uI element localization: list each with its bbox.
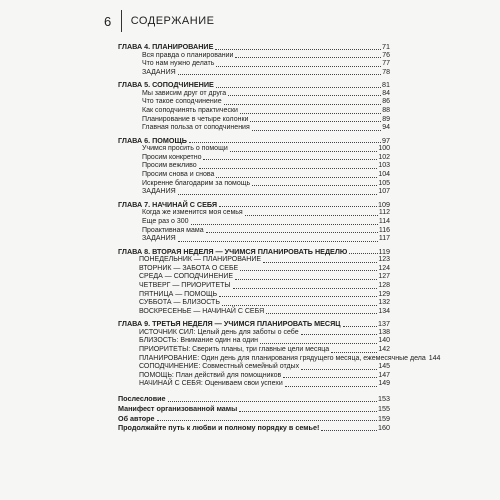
toc-entry[interactable]: [118, 116, 390, 125]
toc-entry[interactable]: [118, 90, 390, 99]
back-matter-entry-page: 153: [378, 394, 390, 403]
dot-leader: [343, 325, 377, 327]
toc-entry[interactable]: [118, 60, 390, 69]
toc-entry[interactable]: [118, 291, 390, 300]
toc-entry[interactable]: [118, 265, 390, 274]
chapter-heading-page: 71: [382, 42, 390, 51]
toc-entry-page: 145: [378, 363, 390, 371]
toc-entry[interactable]: [118, 273, 390, 282]
toc-entry-page: 149: [378, 380, 390, 388]
dot-leader: [191, 223, 378, 225]
chapter-heading-text: ГЛАВА 9. ТРЕТЬЯ НЕДЕЛЯ — УЧИМСЯ ПЛАНИРОВАТЬ МЕСЯЦ: [118, 319, 341, 329]
dot-leader: [228, 94, 381, 96]
toc-entry-text: ИСТОЧНИК СИЛ: Целый день для заботы о себе: [139, 328, 299, 336]
toc-entry[interactable]: [118, 282, 390, 291]
chapter-heading-page: 119: [378, 246, 390, 256]
chapter-heading-page: 109: [378, 199, 390, 209]
toc-entry-page: 123: [378, 256, 390, 264]
toc-entry-page: 116: [378, 226, 390, 234]
dot-leader: [321, 429, 377, 431]
table-of-contents: [118, 42, 441, 433]
dot-leader: [178, 73, 382, 75]
dot-leader: [301, 368, 377, 370]
page-number: 6: [104, 13, 112, 29]
toc-entry-text: ЗАДАНИЯ: [142, 235, 176, 243]
toc-entry[interactable]: [118, 180, 390, 189]
page-title: СОДЕРЖАНИЕ: [130, 15, 215, 27]
page-header: [104, 10, 214, 32]
toc-entry-text: Как соподчинять практически: [142, 106, 238, 114]
dot-leader: [203, 158, 377, 160]
dot-leader: [224, 103, 382, 105]
dot-leader: [216, 176, 377, 178]
dot-leader: [239, 410, 377, 412]
dot-leader: [240, 112, 381, 114]
dot-leader: [219, 205, 377, 207]
toc-entry-text: Планирование в четыре колонки: [142, 115, 249, 123]
dot-leader: [199, 167, 378, 169]
toc-entry-page: 86: [382, 98, 390, 106]
back-matter-entry-page: 155: [378, 403, 390, 413]
toc-entry[interactable]: [118, 235, 390, 244]
toc-entry-text: ВОСКРЕСЕНЬЕ — НАЧИНАЙ С СЕБЯ: [139, 307, 265, 315]
toc-entry[interactable]: [118, 145, 390, 154]
toc-entry-text: СУББОТА — БЛИЗОСТЬ: [139, 299, 220, 307]
dot-leader: [230, 150, 378, 152]
toc-entry[interactable]: [118, 354, 441, 364]
toc-entry-page: 78: [382, 68, 390, 76]
toc-entry-page: 132: [378, 299, 390, 307]
toc-entry-page: 117: [378, 235, 390, 243]
chapter-heading-text: ГЛАВА 6. ПОМОЩЬ: [118, 135, 187, 145]
toc-entry-text: СОПОДЧИНЕНИЕ: Совместный семейный отдых: [139, 363, 300, 371]
toc-entry-page: 84: [382, 89, 390, 97]
back-matter-entry-text: Манифест организованной мамы: [118, 403, 238, 413]
dot-leader: [206, 231, 378, 233]
toc-entry[interactable]: [118, 69, 390, 78]
toc-entry-text: Просим снова и снова: [142, 171, 215, 179]
back-matter-entry-text: Об авторе: [118, 413, 155, 423]
toc-entry[interactable]: [118, 363, 390, 372]
toc-entry-page: 147: [378, 371, 390, 379]
dot-leader: [285, 385, 378, 387]
toc-entry-page: 77: [382, 60, 390, 68]
toc-entry-page: 127: [378, 273, 390, 281]
toc-entry-text: Проактивная мама: [142, 226, 204, 234]
dot-leader: [331, 351, 377, 353]
toc-entry[interactable]: [118, 299, 390, 308]
dot-leader: [189, 141, 381, 143]
chapter-heading-page: 137: [378, 319, 390, 329]
back-matter-entry-page: 159: [378, 413, 390, 423]
toc-entry[interactable]: [118, 227, 390, 236]
toc-entry[interactable]: [118, 98, 390, 107]
toc-entry-text: Главная польза от соподчинения: [142, 124, 250, 132]
toc-entry-text: ВТОРНИК — ЗАБОТА О СЕБЕ: [139, 264, 239, 272]
dot-leader: [283, 376, 377, 378]
dot-leader: [219, 295, 377, 297]
toc-entry[interactable]: [118, 52, 390, 61]
toc-entry-page: 100: [378, 145, 390, 153]
toc-entry-text: ЧЕТВЕРГ — ПРИОРИТЕТЫ: [139, 281, 231, 289]
toc-entry-page: 140: [378, 337, 390, 345]
dot-leader: [263, 261, 377, 263]
dot-leader: [216, 65, 381, 67]
dot-leader: [260, 342, 377, 344]
toc-entry-text: Учимся просить о помощи: [142, 145, 228, 153]
toc-entry-page: 105: [378, 179, 390, 187]
dot-leader: [235, 56, 381, 58]
chapter-heading-text: ГЛАВА 8. ВТОРАЯ НЕДЕЛЯ — УЧИМСЯ ПЛАНИРОВАТЬ НЕДЕЛЮ: [118, 246, 348, 256]
back-matter-entry[interactable]: [118, 404, 390, 414]
dot-leader: [216, 86, 381, 88]
toc-entry-page: 124: [378, 264, 390, 272]
toc-entry-page: 88: [382, 106, 390, 114]
toc-entry[interactable]: [118, 188, 390, 197]
toc-entry-page: 102: [378, 153, 390, 161]
toc-entry-page: 128: [378, 281, 390, 289]
toc-entry[interactable]: [118, 154, 390, 163]
toc-entry-text: Просим вежливо: [142, 162, 197, 170]
toc-entry-page: 89: [382, 115, 390, 123]
toc-entry-text: ПОНЕДЕЛЬНИК — ПЛАНИРОВАНИЕ: [139, 256, 262, 264]
toc-entry[interactable]: [118, 380, 390, 389]
back-matter-entry-page: 160: [378, 423, 390, 433]
toc-entry-text: ЗАДАНИЯ: [142, 188, 176, 196]
dot-leader: [178, 193, 378, 195]
toc-entry-text: НАЧИНАЙ С СЕБЯ: Оцениваем свои успехи: [139, 380, 283, 388]
toc-entry-text: Мы зависим друг от друга: [142, 89, 227, 97]
toc-entry-page: 94: [382, 124, 390, 132]
toc-entry-page: 134: [378, 307, 390, 315]
toc-entry-page: 144: [428, 354, 441, 362]
toc-entry-text: Просим конкретно: [142, 153, 202, 161]
toc-entry[interactable]: [118, 329, 390, 338]
chapter-heading[interactable]: [118, 137, 390, 146]
dot-leader: [157, 419, 377, 421]
dot-leader: [252, 129, 381, 131]
toc-entry-page: 103: [378, 162, 390, 170]
chapter-heading[interactable]: [118, 320, 390, 329]
back-matter-entry[interactable]: [118, 423, 390, 433]
toc-entry-text: ПОМОЩЬ: План действий для помощников: [139, 371, 282, 379]
chapter-heading-page: 81: [382, 80, 390, 90]
toc-entry[interactable]: [118, 171, 390, 180]
toc-entry-text: СРЕДА — СОПОДЧИНЕНИЕ: [139, 273, 234, 281]
dot-leader: [245, 214, 378, 216]
dot-leader: [235, 278, 377, 280]
dot-leader: [301, 333, 378, 335]
toc-entry-page: 107: [378, 188, 390, 196]
back-matter-entry-text: Продолжайте путь к любви и полному порядку в семье!: [118, 423, 320, 433]
toc-entry[interactable]: [118, 209, 390, 218]
back-matter-entry-text: Послесловие: [118, 394, 166, 403]
toc-entry-text: ЗАДАНИЯ: [142, 68, 176, 76]
header-divider: [121, 10, 122, 32]
chapter-heading[interactable]: [118, 248, 390, 257]
dot-leader: [250, 120, 381, 122]
toc-entry-text: БЛИЗОСТЬ: Внимание один на один: [139, 337, 259, 345]
dot-leader: [252, 184, 377, 186]
toc-entry[interactable]: [118, 308, 390, 317]
toc-entry-text: Еще раз о 300: [142, 217, 189, 225]
dot-leader: [349, 252, 377, 254]
back-matter-entry[interactable]: [118, 394, 390, 404]
toc-entry-text: ПЛАНИРОВАНИЕ: Один день для планирования грядущего месяца, ежемесячные дела: [139, 354, 426, 362]
chapter-heading-text: ГЛАВА 7. НАЧИНАЙ С СЕБЯ: [118, 199, 218, 209]
toc-entry[interactable]: [118, 337, 390, 346]
toc-entry[interactable]: [118, 162, 390, 171]
chapter-heading[interactable]: [118, 81, 390, 90]
toc-entry-page: 138: [378, 328, 390, 336]
back-matter-entry[interactable]: [118, 414, 390, 424]
toc-entry[interactable]: [118, 218, 390, 227]
toc-entry-page: 76: [382, 51, 390, 59]
toc-entry-page: 104: [378, 171, 390, 179]
toc-entry-text: ПЯТНИЦА — ПОМОЩЬ: [139, 290, 218, 298]
toc-entry-page: 129: [378, 290, 390, 298]
chapter-heading[interactable]: [118, 43, 390, 52]
dot-leader: [233, 287, 378, 289]
chapter-heading[interactable]: [118, 201, 390, 210]
dot-leader: [222, 304, 377, 306]
chapter-heading-page: 97: [382, 135, 390, 145]
toc-entry-text: Что нам нужно делать: [142, 60, 215, 68]
toc-entry[interactable]: [118, 346, 390, 355]
chapter-heading-text: ГЛАВА 5. СОПОДЧИНЕНИЕ: [118, 80, 214, 90]
toc-entry-page: 112: [378, 209, 390, 217]
toc-entry[interactable]: [118, 107, 390, 116]
dot-leader: [178, 240, 378, 242]
toc-entry-page: 114: [378, 217, 390, 225]
toc-entry-text: Что такое соподчинение: [142, 98, 222, 106]
dot-leader: [266, 312, 377, 314]
toc-entry-text: ПРИОРИТЕТЫ: Сверить планы, три главные цели месяца: [139, 346, 330, 354]
toc-entry-text: Вся правда о планировании: [142, 51, 234, 59]
chapter-heading-text: ГЛАВА 4. ПЛАНИРОВАНИЕ: [118, 42, 214, 51]
toc-entry[interactable]: [118, 256, 390, 265]
toc-entry-text: Когда же изменится моя семья: [142, 209, 243, 217]
toc-entry-page: 142: [378, 346, 390, 354]
dot-leader: [168, 400, 377, 402]
dot-leader: [215, 48, 381, 50]
dot-leader: [240, 269, 377, 271]
toc-entry[interactable]: [118, 124, 390, 133]
toc-entry-text: Искренне благодарим за помощь: [142, 179, 251, 187]
